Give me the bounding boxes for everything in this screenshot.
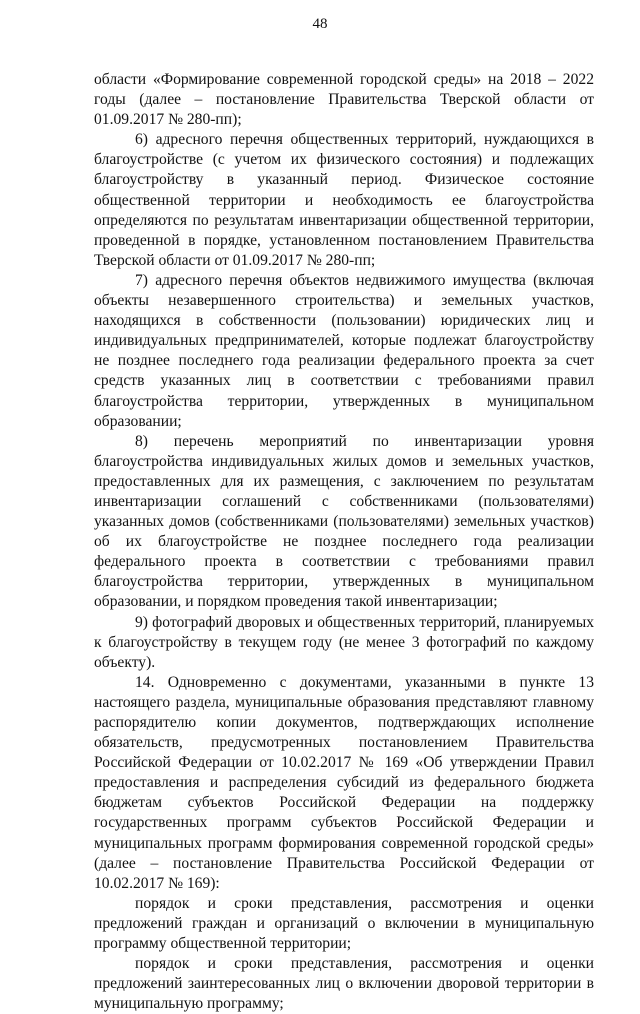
document-body (94, 70, 594, 1014)
paragraph-continuation: области «Формирование современной городской среды» на 2018 – 2022 годы (далее – постановление Правительства Тверской области от 01.09.2017 № 280-пп); (94, 71, 594, 129)
paragraph-item-9: 9) фотографий дворовых и общественных территорий, планируемых к благоустройству в текущем году (не менее 3 фотографий по каждому объекту). (94, 613, 594, 671)
paragraph-item-8: 8) перечень мероприятий по инвентаризации уровня благоустройства индивидуальных жилых домов и земельных участков, предоставленных для их размещения, с заключением по результатам инвентаризации соглашений с собственниками (пользователями) указанных домов (собственниками (пользователями) земельных участков) об их благоустройстве не позднее последнего года реализации федерального проекта в соответствии с требованиями правил благоустройства территории, утвержденных в муниципальном образовании, и порядком проведения такой инвентаризации; (94, 432, 594, 611)
paragraph-item-6: 6) адресного перечня общественных территорий, нуждающихся в благоустройстве (с учетом их физического состояния) и подлежащих благоустройству в указанный период. Физическое состояние общественной территории и необходимость ее благоустройства определяются по результатам инвентаризации общественной территории, проведенной в порядке, установленном постановлением Правительства Тверской области от 01.09.2017 № 280-пп; (94, 131, 594, 269)
paragraph-procedure-public-territory: порядок и сроки представления, рассмотрения и оценки предложений граждан и организаций о включении в муниципальную программу общественной территории; (94, 894, 594, 953)
page-number: 48 (312, 16, 328, 32)
paragraph-procedure-yard-territory: порядок и сроки представления, рассмотрения и оценки предложений заинтересованных лиц о включении дворовой территории в муниципальную программу; (94, 955, 594, 1013)
paragraph-section-14: 14. Одновременно с документами, указанными в пункте 13 настоящего раздела, муниципальные образования представляют главному распорядителю копии документов, подтверждающих исполнение обязательств, предусмотренных постановлением Правительства Российской Федерации от 10.02.2017 № 169 «Об утверждении Правил предоставления и распределения субсидий из федерального бюджета бюджетам субъектов Российской Федерации на поддержку государственных программ субъектов Российской Федерации и муниципальных программ формирования современной городской среды» (далее – постановление Правительства Российской Федерации от 10.02.2017 № 169): (94, 673, 594, 892)
paragraph-item-7: 7) адресного перечня объектов недвижимого имущества (включая объекты незавершенного строительства) и земельных участков, находящихся в собственности (пользовании) юридических лиц и индивидуальных предпринимателей, которые подлежат благоустройству не позднее последнего года реализации федерального проекта за счет средств указанных лиц в соответствии с требованиями правил благоустройства территории, утвержденных в муниципальном образовании; (94, 271, 594, 430)
